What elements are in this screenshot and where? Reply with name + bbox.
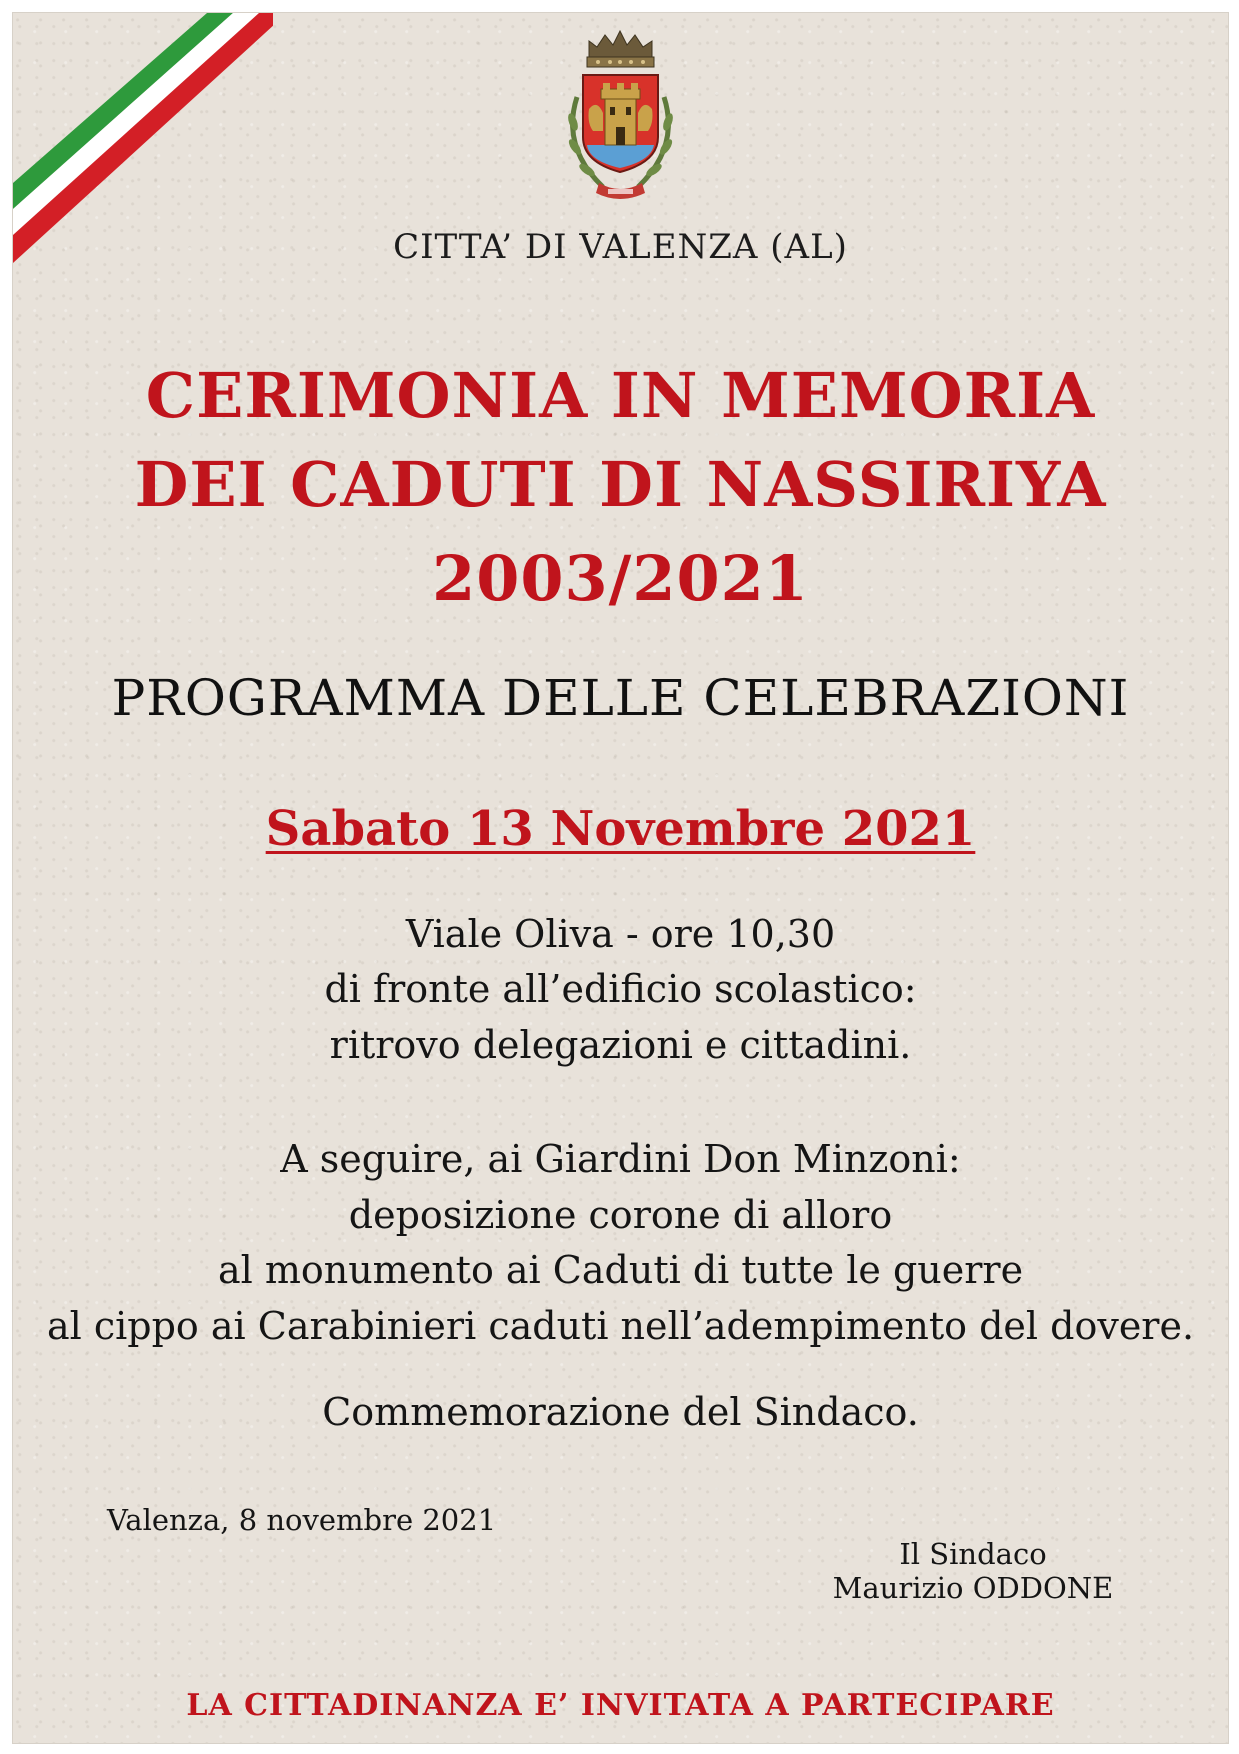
event-date: Sabato 13 Novembre 2021 (265, 801, 976, 857)
signature-title: Il Sindaco (899, 1537, 1047, 1571)
schedule-line: ritrovo delegazioni e cittadini. (329, 1023, 912, 1067)
schedule-line: A seguire, ai Giardini Don Minzoni: (280, 1137, 961, 1181)
title-line-2: DEI CADUTI DI NASSIRIYA (134, 448, 1107, 521)
schedule-line: al monumento ai Caduti di tutte le guerre (217, 1248, 1024, 1292)
signature-name: Maurizio ODDONE (832, 1571, 1114, 1605)
title-years: 2003/2021 (432, 542, 809, 615)
schedule-line: di fronte all’edificio scolastico: (324, 967, 917, 1011)
schedule-line: Viale Oliva - ore 10,30 (405, 912, 836, 956)
closing-line: Commemorazione del Sindaco. (322, 1390, 919, 1434)
valenza-coat-of-arms (553, 27, 688, 207)
place-and-date: Valenza, 8 novembre 2021 (107, 1503, 497, 1537)
program-heading: PROGRAMMA DELLE CELEBRAZIONI (111, 669, 1130, 727)
event-date-row (13, 801, 1228, 857)
poster-page (12, 12, 1229, 1744)
schedule-line: deposizione corone di alloro (348, 1193, 893, 1237)
city-name: CITTA’ DI VALENZA (AL) (393, 227, 848, 267)
title-line-1: CERIMONIA IN MEMORIA (145, 359, 1096, 432)
schedule-line: al cippo ai Carabinieri caduti nell’adempimento del dovere. (46, 1304, 1195, 1348)
footer-invitation: LA CITTADINANZA E’ INVITATA A PARTECIPARE (186, 1688, 1055, 1723)
